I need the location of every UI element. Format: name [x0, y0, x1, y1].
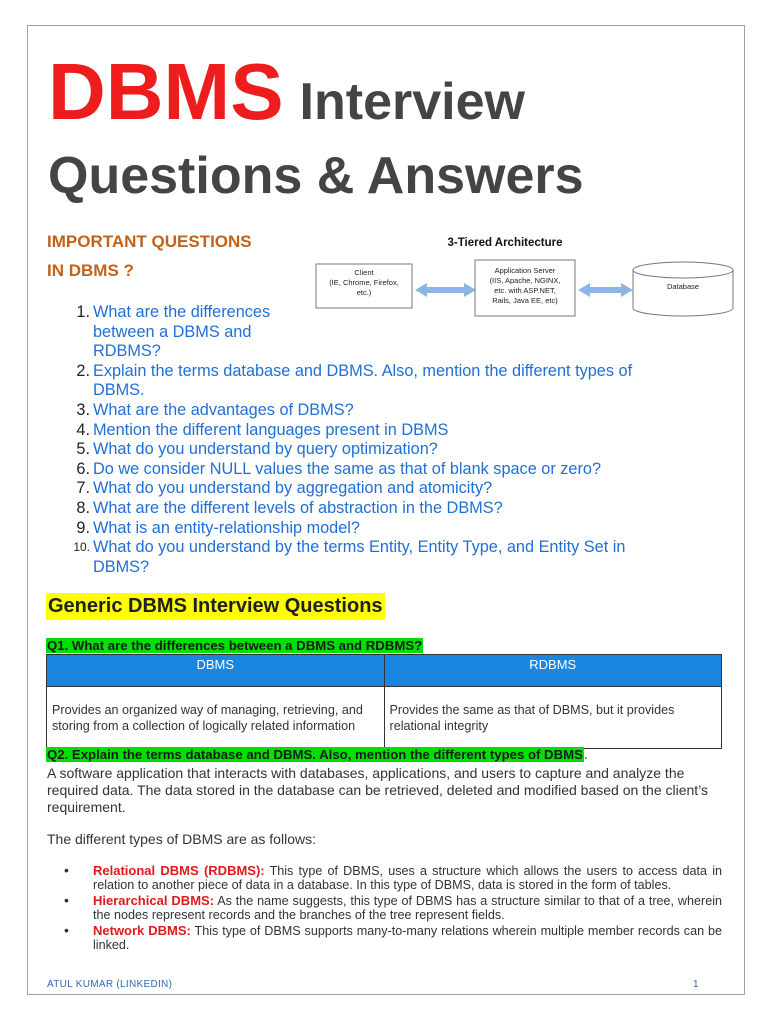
important-heading-line2: IN DBMS ? — [47, 261, 134, 280]
list-item: 1. What are the differences between a DBMS and RDBMS? — [76, 303, 271, 361]
list-item: 3. What are the advantages of DBMS? — [76, 400, 354, 419]
q2-heading: Q2. Explain the terms database and DBMS. Also, mention the different types of DBMS. — [47, 746, 588, 762]
list-item: 5. What do you understand by query optimization? — [76, 440, 438, 459]
table-cell-dbms: Provides an organized way of managing, retrieving, and storing from a collection of logically related information — [47, 687, 385, 749]
q2-answer-paragraph: A software application that interacts with databases, applications, and users to capture and analyze the required data. The data stored in the database can be retrieved, deleted and modified based on the client’s requirement. — [47, 765, 709, 815]
dbms-types-list — [64, 864, 722, 955]
question-list — [60, 303, 720, 577]
bullet-icon: • — [64, 862, 69, 878]
page-number: 1 — [693, 979, 699, 990]
list-item: • Network DBMS: This type of DBMS supports many-to-many relations wherein multiple member records can be linked. — [64, 922, 722, 952]
diagram-title: 3-Tiered Architecture — [447, 237, 563, 249]
server-label-3: etc. with ASP.NET, — [494, 286, 556, 295]
bullet-icon: • — [64, 892, 69, 909]
database-label: Database — [666, 282, 700, 291]
list-item: 8. What are the different levels of abstraction in the DBMS? — [76, 498, 503, 517]
server-label-4: Rails, Java EE, etc) — [492, 296, 558, 305]
title-highlight: DBMS — [48, 47, 284, 136]
table-header-row — [47, 655, 722, 687]
list-item: 4. Mention the different languages present in DBMS — [76, 420, 449, 439]
server-label-1: Application Server — [494, 266, 556, 275]
footer-author: ATUL KUMAR (LINKEDIN) — [47, 979, 173, 990]
double-arrow-icon — [415, 283, 476, 297]
client-label-2: (IE, Chrome, Firefox, — [329, 278, 399, 287]
list-item: 10. What do you understand by the terms Entity, Entity Type, and Entity Set in DBMS? — [73, 538, 626, 576]
section-heading: Generic DBMS Interview Questions — [46, 593, 385, 620]
list-item: 7. What do you understand by aggregation and atomicity? — [76, 479, 493, 498]
table-header-rdbms: RDBMS — [384, 655, 722, 687]
list-item: • Hierarchical DBMS: As the name suggests, this type of DBMS has a structure similar to that of a tree, wherein the nodes represent records and the branches of the tree represent fields. — [64, 892, 722, 922]
important-heading-line1: IMPORTANT QUESTIONS — [47, 232, 252, 251]
q1-heading: Q1. What are the differences between a DBMS and RDBMS? — [47, 638, 423, 653]
client-label-1: Client — [354, 268, 374, 277]
table-row — [47, 687, 722, 749]
client-label-3: etc.) — [356, 288, 372, 297]
comparison-table — [46, 654, 722, 749]
double-arrow-icon — [578, 283, 633, 297]
list-item: 6. Do we consider NULL values the same as that of blank space or zero? — [76, 459, 602, 478]
list-item: • Relational DBMS (RDBMS): This type of DBMS, uses a structure which allows the users to access data in relation to another piece of data in a database. In this type of DBMS, data is stored in the form of tables. — [64, 862, 722, 892]
list-item: 2. Explain the terms database and DBMS. Also, mention the different types of DBMS. — [76, 361, 633, 400]
table-cell-rdbms: Provides the same as that of DBMS, but it provides relational integrity — [384, 687, 722, 749]
server-label-2: (IIS, Apache, NGINX, — [489, 276, 561, 285]
page-title-line2: Questions & Answers — [48, 147, 584, 205]
list-item: 9. What is an entity-relationship model? — [76, 518, 360, 537]
bullet-icon: • — [64, 922, 69, 939]
page-title — [48, 47, 525, 136]
types-intro: The different types of DBMS are as follows: — [47, 831, 316, 847]
database-top — [633, 262, 733, 278]
table-header-dbms: DBMS — [47, 655, 385, 687]
title-rest: Interview — [299, 73, 525, 131]
